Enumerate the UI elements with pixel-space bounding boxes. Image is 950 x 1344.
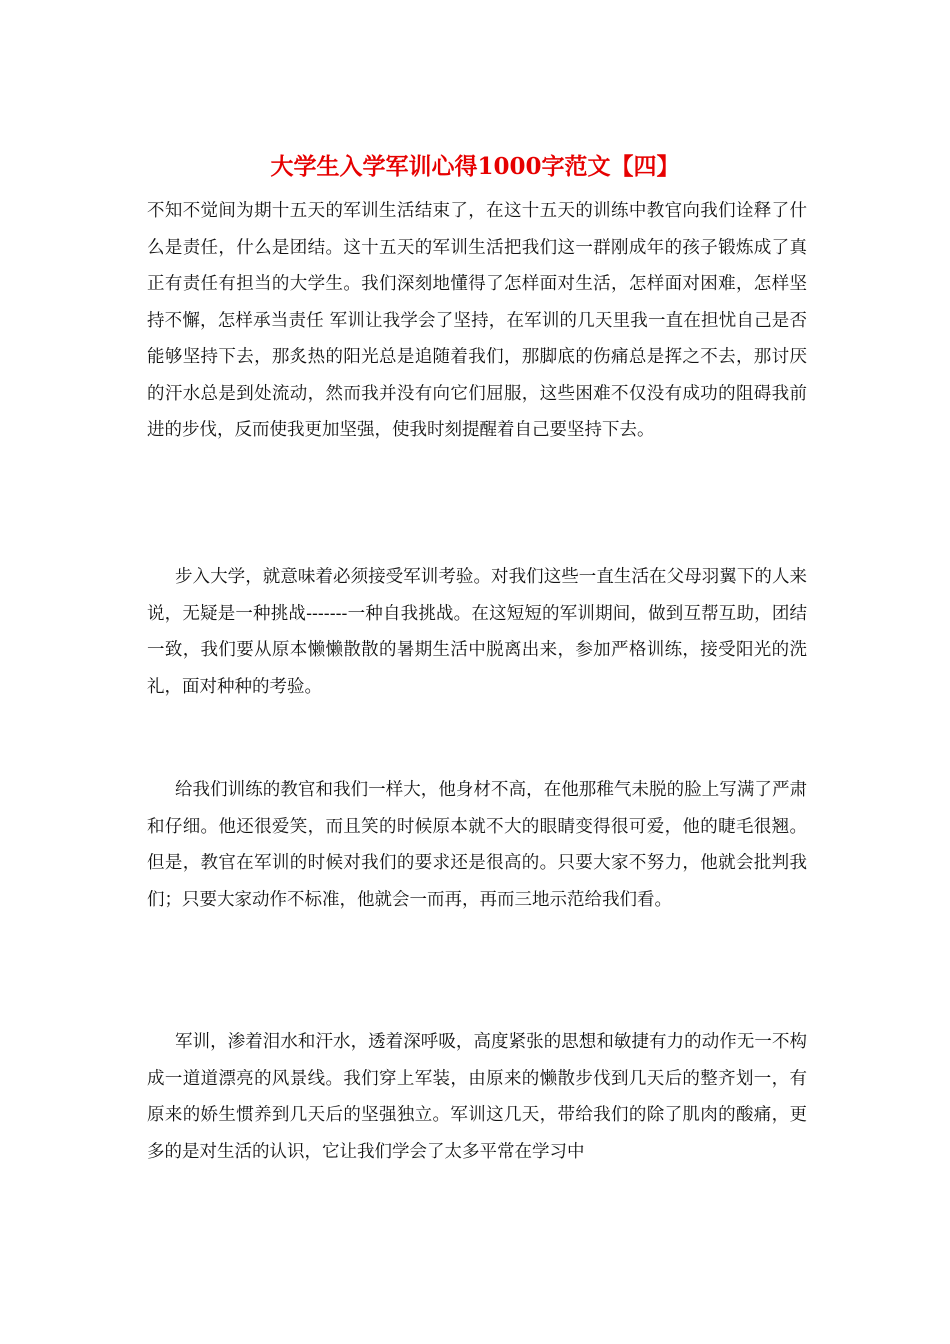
paragraph-4: 军训，渗着泪水和汗水，透着深呼吸，高度紧张的思想和敏捷有力的动作无一不构成一道道漂亮的风景线。我们穿上军装，由原来的懒散步伐到几天后的整齐划一，有原来的娇生惯养到几天后的坚强独立。军训这几天，带给我们的除了肌肉的酸痛，更多的是对生活的认识，它让我们学会了太多平常在学习中 bbox=[147, 1032, 807, 1162]
paragraph-3: 给我们训练的教官和我们一样大，他身材不高，在他那稚气未脱的脸上写满了严肃和仔细。他还很爱笑，而且笑的时候原本就不大的眼睛变得很可爱，他的睫毛很翘。但是，教官在军训的时候对我们的要求还是很高的。只要大家不努力，他就会批判我们；只要大家动作不标准，他就会一而再，再而三地示范给我们看。 bbox=[147, 780, 807, 910]
paragraph-1: 不知不觉间为期十五天的军训生活结束了，在这十五天的训练中教官向我们诠释了什么是责任，什么是团结。这十五天的军训生活把我们这一群刚成年的孩子锻炼成了真正有责任有担当的大学生。我们深刻地懂得了怎样面对生活，怎样面对困难，怎样坚持不懈，怎样承当责任 军训让我学会了坚持，在军训的几天里我一直在担忧自己是否能够坚持下去，那炙热的阳光总是追随着我们，那脚底的伤痛总是挥之不去，那讨厌的汗水总是到处流动，然而我并没有向它们屈服，这些困难不仅没有成功的阻碍我前进的步伐，反而使我更加坚强，使我时刻提醒着自己要坚持下去。 bbox=[147, 201, 807, 440]
paragraph-2: 步入大学，就意味着必须接受军训考验。对我们这些一直生活在父母羽翼下的人来说，无疑是一种挑战-------一种自我挑战。在这短短的军训期间，做到互帮互助，团结一致，我们要从原本懒懒散散的暑期生活中脱离出来，参加严格训练，接受阳光的洗礼，面对种种的考验。 bbox=[147, 567, 807, 697]
document-title: 大学生入学军训心得1000字范文【四】 bbox=[270, 153, 680, 180]
